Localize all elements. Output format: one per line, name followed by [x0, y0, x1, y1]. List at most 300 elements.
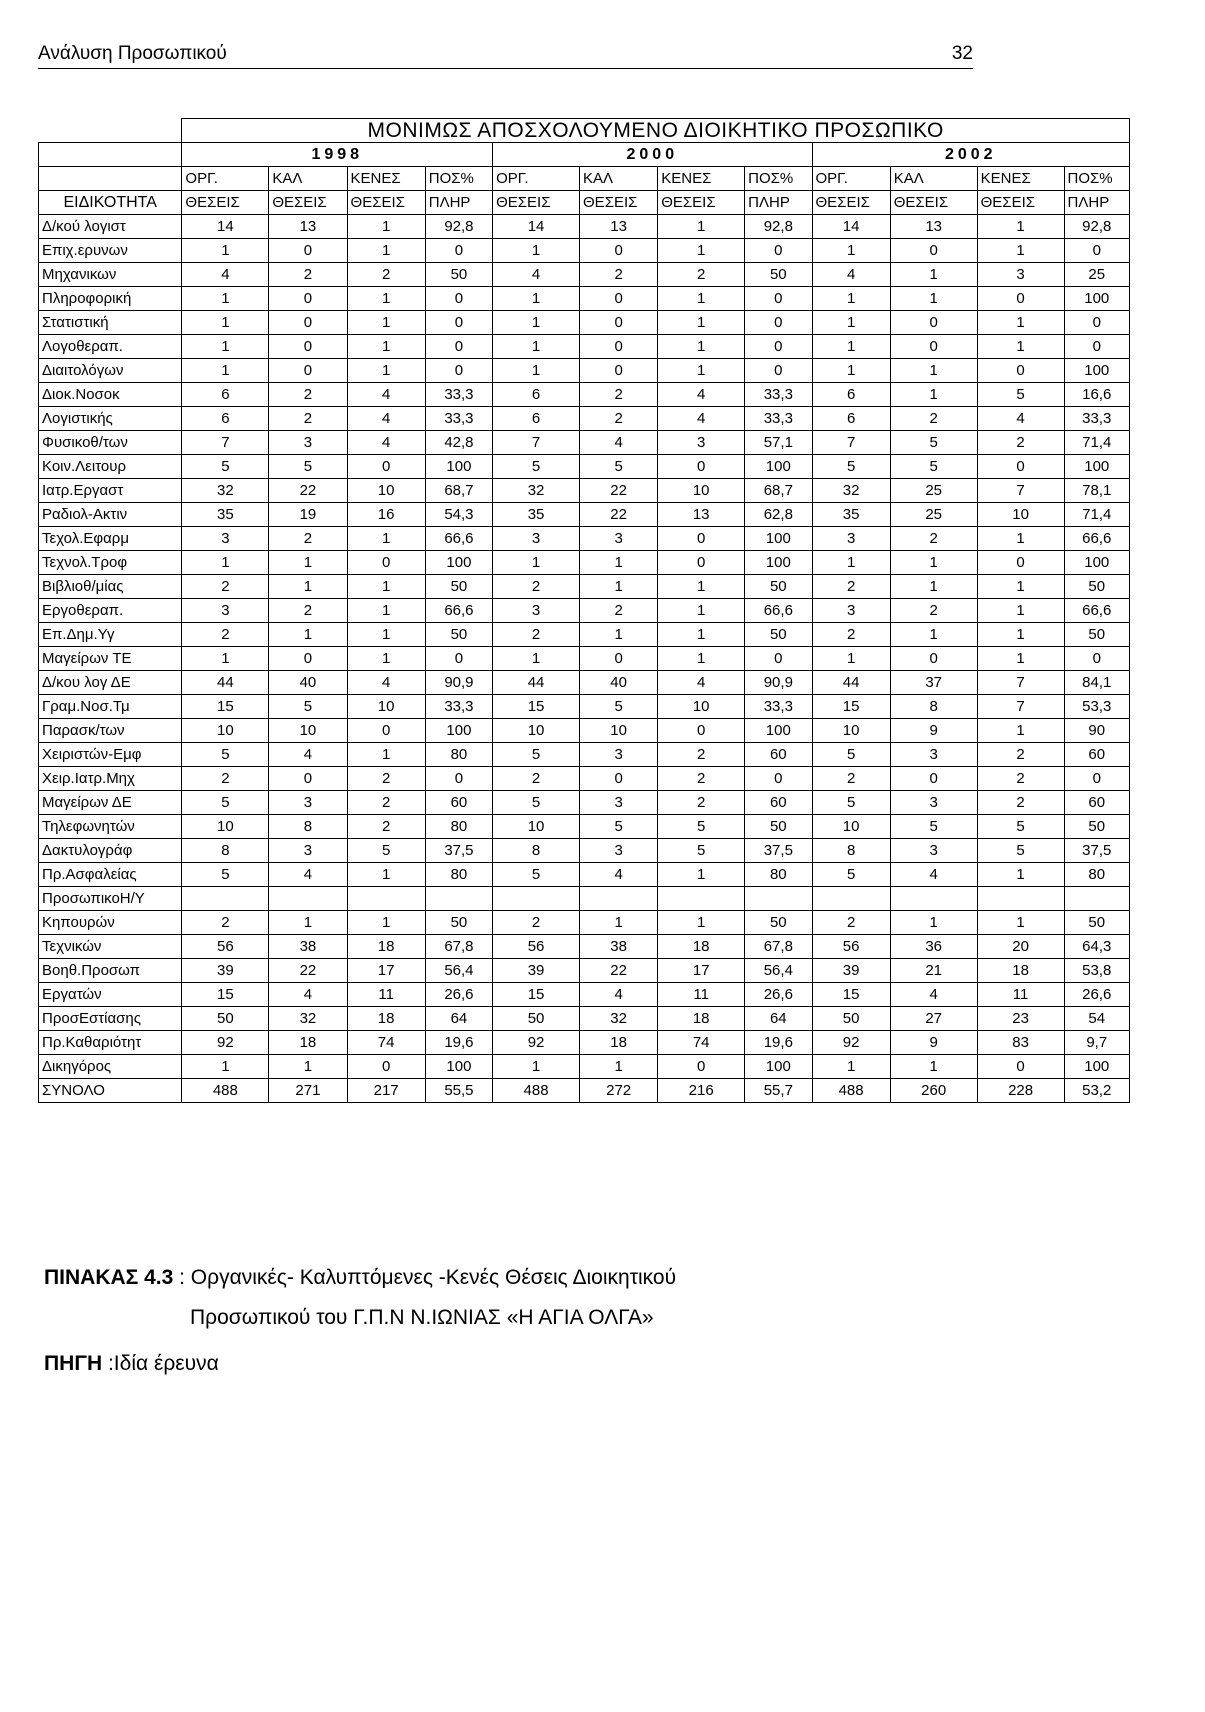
value-cell: 1: [977, 215, 1064, 239]
value-cell: 1: [493, 359, 580, 383]
value-cell: 42,8: [425, 431, 492, 455]
value-cell: 2: [890, 407, 977, 431]
value-cell: 0: [745, 311, 812, 335]
value-cell: 1: [977, 311, 1064, 335]
value-cell: 14: [812, 215, 890, 239]
value-cell: 3: [890, 839, 977, 863]
value-cell: 21: [890, 959, 977, 983]
value-cell: 38: [580, 935, 658, 959]
specialty-cell: ΠροσωπικοΗ/Υ: [39, 887, 182, 911]
value-cell: 33,3: [425, 407, 492, 431]
value-cell: 5: [812, 743, 890, 767]
table-row: [39, 1007, 1130, 1031]
value-cell: 2: [890, 527, 977, 551]
value-cell: 5: [347, 839, 425, 863]
value-cell: 6: [812, 383, 890, 407]
table-row: [39, 887, 1130, 911]
value-cell: 488: [182, 1079, 269, 1103]
value-cell: 37: [890, 671, 977, 695]
value-cell: 19: [269, 503, 347, 527]
value-cell: 26,6: [425, 983, 492, 1007]
value-cell: 16,6: [1064, 383, 1129, 407]
value-cell: 92,8: [1064, 215, 1129, 239]
value-cell: 33,3: [425, 383, 492, 407]
value-cell: 217: [347, 1079, 425, 1103]
value-cell: 0: [890, 239, 977, 263]
specialty-cell: Δακτυλογράφ: [39, 839, 182, 863]
value-cell: 1: [890, 359, 977, 383]
value-cell: 7: [977, 479, 1064, 503]
value-cell: 1: [812, 359, 890, 383]
value-cell: 2: [269, 527, 347, 551]
value-cell: 5: [977, 383, 1064, 407]
value-cell: 5: [977, 815, 1064, 839]
value-cell: 3: [269, 839, 347, 863]
value-cell: 4: [658, 383, 745, 407]
value-cell: 0: [977, 359, 1064, 383]
value-cell: 50: [425, 623, 492, 647]
value-cell: 0: [745, 359, 812, 383]
value-cell: 1: [977, 599, 1064, 623]
value-cell: 2: [977, 767, 1064, 791]
column-header-top: ΠΟΣ%: [745, 167, 812, 191]
value-cell: 33,3: [745, 407, 812, 431]
value-cell: 20: [977, 935, 1064, 959]
value-cell: 50: [182, 1007, 269, 1031]
value-cell: 1: [347, 623, 425, 647]
table-row: [39, 311, 1130, 335]
value-cell: 0: [658, 527, 745, 551]
value-cell: 4: [347, 671, 425, 695]
table-row: [39, 671, 1130, 695]
table-row: [39, 263, 1130, 287]
table-row: [39, 551, 1130, 575]
value-cell: 5: [812, 455, 890, 479]
value-cell: 3: [493, 599, 580, 623]
value-cell: 0: [890, 311, 977, 335]
value-cell: 1: [493, 647, 580, 671]
value-cell: 0: [425, 647, 492, 671]
value-cell: 33,3: [745, 695, 812, 719]
value-cell: 2: [493, 767, 580, 791]
value-cell: 15: [493, 695, 580, 719]
value-cell: 272: [580, 1079, 658, 1103]
value-cell: 10: [580, 719, 658, 743]
column-header-bottom: ΘΕΣΕΙΣ: [890, 191, 977, 215]
value-cell: 53,3: [1064, 695, 1129, 719]
value-cell: 4: [580, 431, 658, 455]
table-row: [39, 815, 1130, 839]
value-cell: 1: [812, 335, 890, 359]
specialty-cell: Πρ.Καθαριότητ: [39, 1031, 182, 1055]
value-cell: 54: [1064, 1007, 1129, 1031]
value-cell: 0: [347, 1055, 425, 1079]
value-cell: 1: [890, 575, 977, 599]
column-header-top: ΚΕΝΕΣ: [347, 167, 425, 191]
value-cell: 15: [812, 695, 890, 719]
year-header: 2000: [493, 143, 812, 167]
value-cell: [493, 887, 580, 911]
specialty-cell: Δικηγόρος: [39, 1055, 182, 1079]
value-cell: 5: [269, 455, 347, 479]
table-row: [39, 479, 1130, 503]
specialty-cell: Χειρ.Ιατρ.Μηχ: [39, 767, 182, 791]
value-cell: 60: [745, 743, 812, 767]
value-cell: 8: [493, 839, 580, 863]
value-cell: 2: [493, 575, 580, 599]
value-cell: 10: [182, 719, 269, 743]
value-cell: 100: [425, 455, 492, 479]
value-cell: 1: [658, 599, 745, 623]
value-cell: 5: [182, 791, 269, 815]
value-cell: 9,7: [1064, 1031, 1129, 1055]
specialty-cell: Διοκ.Νοσοκ: [39, 383, 182, 407]
value-cell: 80: [425, 815, 492, 839]
value-cell: 2: [347, 791, 425, 815]
value-cell: [812, 887, 890, 911]
column-header-bottom: ΠΛΗΡ: [1064, 191, 1129, 215]
value-cell: 33,3: [745, 383, 812, 407]
value-cell: 0: [1064, 311, 1129, 335]
value-cell: 18: [580, 1031, 658, 1055]
value-cell: 67,8: [745, 935, 812, 959]
value-cell: 50: [1064, 575, 1129, 599]
value-cell: 1: [812, 1055, 890, 1079]
value-cell: 2: [890, 599, 977, 623]
value-cell: 3: [182, 599, 269, 623]
value-cell: 67,8: [425, 935, 492, 959]
value-cell: 3: [269, 431, 347, 455]
source-label: ΠΗΓΗ: [44, 1352, 103, 1375]
column-header-top: ΟΡΓ.: [812, 167, 890, 191]
value-cell: 100: [1064, 287, 1129, 311]
value-cell: 5: [580, 455, 658, 479]
value-cell: 8: [890, 695, 977, 719]
value-cell: 2: [977, 743, 1064, 767]
value-cell: 39: [493, 959, 580, 983]
specialty-cell: Κηπουρών: [39, 911, 182, 935]
value-cell: 2: [580, 599, 658, 623]
column-header-bottom: ΘΕΣΕΙΣ: [812, 191, 890, 215]
value-cell: 37,5: [425, 839, 492, 863]
value-cell: 1: [182, 239, 269, 263]
value-cell: 1: [580, 911, 658, 935]
value-cell: 1: [977, 647, 1064, 671]
value-cell: 62,8: [745, 503, 812, 527]
value-cell: 1: [347, 287, 425, 311]
specialty-cell: Επ.Δημ.Υγ: [39, 623, 182, 647]
value-cell: [658, 887, 745, 911]
value-cell: 0: [425, 767, 492, 791]
value-cell: 50: [745, 911, 812, 935]
value-cell: 2: [347, 767, 425, 791]
value-cell: 66,6: [745, 599, 812, 623]
value-cell: 37,5: [1064, 839, 1129, 863]
value-cell: 9: [890, 719, 977, 743]
value-cell: 271: [269, 1079, 347, 1103]
value-cell: 90: [1064, 719, 1129, 743]
value-cell: 25: [1064, 263, 1129, 287]
value-cell: 0: [890, 335, 977, 359]
value-cell: 0: [425, 287, 492, 311]
value-cell: 1: [182, 1055, 269, 1079]
value-cell: 1: [493, 1055, 580, 1079]
value-cell: 10: [182, 815, 269, 839]
column-header-row-bottom: [39, 191, 1130, 215]
value-cell: 0: [269, 335, 347, 359]
value-cell: 92: [493, 1031, 580, 1055]
value-cell: 2: [658, 791, 745, 815]
value-cell: 35: [182, 503, 269, 527]
table-row: [39, 839, 1130, 863]
table-row: [39, 359, 1130, 383]
value-cell: 10: [493, 719, 580, 743]
value-cell: 44: [493, 671, 580, 695]
value-cell: 66,6: [425, 599, 492, 623]
value-cell: 92,8: [425, 215, 492, 239]
value-cell: 18: [658, 1007, 745, 1031]
header-corner-cell: [39, 167, 182, 191]
value-cell: 5: [890, 455, 977, 479]
value-cell: 1: [890, 383, 977, 407]
value-cell: 60: [745, 791, 812, 815]
specialty-cell: Πρ.Ασφαλείας: [39, 863, 182, 887]
value-cell: 3: [977, 263, 1064, 287]
value-cell: 0: [269, 359, 347, 383]
value-cell: 488: [493, 1079, 580, 1103]
value-cell: 92: [182, 1031, 269, 1055]
specialty-cell: ΠροσΕστίασης: [39, 1007, 182, 1031]
value-cell: 2: [269, 599, 347, 623]
value-cell: 4: [347, 383, 425, 407]
value-cell: 5: [493, 791, 580, 815]
specialty-cell: Βιβλιοθ/μίας: [39, 575, 182, 599]
value-cell: 39: [812, 959, 890, 983]
value-cell: 90,9: [745, 671, 812, 695]
value-cell: 0: [269, 311, 347, 335]
value-cell: 11: [658, 983, 745, 1007]
value-cell: 100: [425, 719, 492, 743]
value-cell: 2: [812, 911, 890, 935]
specialty-cell: Βοηθ.Προσωπ: [39, 959, 182, 983]
value-cell: 13: [890, 215, 977, 239]
table-row: [39, 647, 1130, 671]
specialty-cell: Διαιτολόγων: [39, 359, 182, 383]
value-cell: 7: [182, 431, 269, 455]
column-header-top: ΚΑΛ: [890, 167, 977, 191]
value-cell: 1: [658, 239, 745, 263]
value-cell: 1: [347, 575, 425, 599]
value-cell: 0: [580, 767, 658, 791]
table-row: [39, 1055, 1130, 1079]
value-cell: 0: [580, 359, 658, 383]
specialty-cell: Δ/κού λογιστ: [39, 215, 182, 239]
value-cell: 50: [1064, 911, 1129, 935]
value-cell: 1: [493, 551, 580, 575]
value-cell: 0: [580, 647, 658, 671]
value-cell: 14: [182, 215, 269, 239]
value-cell: 15: [493, 983, 580, 1007]
value-cell: 1: [182, 359, 269, 383]
value-cell: 1: [269, 551, 347, 575]
value-cell: 1: [347, 215, 425, 239]
value-cell: 100: [1064, 455, 1129, 479]
column-header-top: ΠΟΣ%: [425, 167, 492, 191]
total-row: [39, 1079, 1130, 1103]
value-cell: 2: [658, 743, 745, 767]
value-cell: 56,4: [745, 959, 812, 983]
table-caption: [44, 1266, 676, 1290]
value-cell: 55,7: [745, 1079, 812, 1103]
value-cell: 0: [269, 287, 347, 311]
value-cell: 84,1: [1064, 671, 1129, 695]
value-cell: 60: [1064, 791, 1129, 815]
table-row: [39, 575, 1130, 599]
value-cell: 50: [425, 911, 492, 935]
value-cell: 2: [580, 383, 658, 407]
value-cell: [1064, 887, 1129, 911]
value-cell: 66,6: [1064, 599, 1129, 623]
value-cell: 0: [890, 647, 977, 671]
value-cell: 1: [658, 863, 745, 887]
value-cell: 1: [977, 575, 1064, 599]
value-cell: 3: [182, 527, 269, 551]
value-cell: 1: [977, 911, 1064, 935]
value-cell: 4: [347, 407, 425, 431]
value-cell: 1: [890, 287, 977, 311]
year-header: 1998: [182, 143, 493, 167]
value-cell: 25: [890, 479, 977, 503]
value-cell: 100: [1064, 1055, 1129, 1079]
specialty-cell: Φυσικοθ/των: [39, 431, 182, 455]
value-cell: 15: [182, 695, 269, 719]
caption-text: : Οργανικές- Καλυπτόμενες -Κενές Θέσεις Διοικητικού: [173, 1266, 677, 1289]
table-row: [39, 599, 1130, 623]
value-cell: 8: [269, 815, 347, 839]
value-cell: 1: [812, 311, 890, 335]
value-cell: 3: [580, 791, 658, 815]
value-cell: 1: [890, 1055, 977, 1079]
value-cell: 1: [977, 719, 1064, 743]
value-cell: 1: [977, 623, 1064, 647]
value-cell: 33,3: [425, 695, 492, 719]
value-cell: 0: [347, 551, 425, 575]
value-cell: 22: [580, 479, 658, 503]
caption-line-2: Προσωπικού του Γ.Π.Ν Ν.ΙΩΝΙΑΣ «Η ΑΓΙΑ ΟΛΓΑ»: [190, 1306, 654, 1329]
table-source: [44, 1352, 219, 1376]
value-cell: 2: [812, 575, 890, 599]
value-cell: 3: [890, 791, 977, 815]
value-cell: 5: [269, 695, 347, 719]
value-cell: 54,3: [425, 503, 492, 527]
value-cell: 4: [890, 863, 977, 887]
column-header-bottom: ΘΕΣΕΙΣ: [580, 191, 658, 215]
specialty-cell: ΣΥΝΟΛΟ: [39, 1079, 182, 1103]
value-cell: 19,6: [745, 1031, 812, 1055]
value-cell: 22: [580, 959, 658, 983]
table-row: [39, 983, 1130, 1007]
specialty-cell: Χειριστών-Εμφ: [39, 743, 182, 767]
value-cell: 5: [493, 863, 580, 887]
value-cell: 4: [580, 863, 658, 887]
value-cell: 27: [890, 1007, 977, 1031]
value-cell: 0: [745, 335, 812, 359]
value-cell: 64: [745, 1007, 812, 1031]
value-cell: 44: [812, 671, 890, 695]
value-cell: 2: [182, 911, 269, 935]
value-cell: 100: [745, 1055, 812, 1079]
table-row: [39, 335, 1130, 359]
year-header: 2002: [812, 143, 1130, 167]
value-cell: 83: [977, 1031, 1064, 1055]
value-cell: 16: [347, 503, 425, 527]
value-cell: 6: [493, 407, 580, 431]
value-cell: 10: [493, 815, 580, 839]
value-cell: 0: [347, 719, 425, 743]
value-cell: 2: [347, 263, 425, 287]
value-cell: 22: [580, 503, 658, 527]
value-cell: 50: [1064, 815, 1129, 839]
value-cell: 50: [493, 1007, 580, 1031]
value-cell: 56: [812, 935, 890, 959]
value-cell: 0: [977, 1055, 1064, 1079]
specialty-cell: Πληροφορική: [39, 287, 182, 311]
value-cell: 5: [890, 815, 977, 839]
value-cell: 32: [493, 479, 580, 503]
value-cell: 50: [745, 623, 812, 647]
value-cell: 68,7: [425, 479, 492, 503]
value-cell: 100: [745, 551, 812, 575]
value-cell: 5: [182, 743, 269, 767]
value-cell: 1: [269, 911, 347, 935]
table-row: [39, 287, 1130, 311]
value-cell: 13: [580, 215, 658, 239]
value-cell: 0: [977, 287, 1064, 311]
table-row: [39, 623, 1130, 647]
value-cell: 260: [890, 1079, 977, 1103]
value-cell: 39: [182, 959, 269, 983]
specialty-cell: Δ/κου λογ ΔΕ: [39, 671, 182, 695]
value-cell: 0: [658, 1055, 745, 1079]
specialty-cell: Εργοθεραπ.: [39, 599, 182, 623]
value-cell: 0: [658, 551, 745, 575]
value-cell: 0: [745, 767, 812, 791]
table-row: [39, 719, 1130, 743]
value-cell: 80: [425, 743, 492, 767]
value-cell: 0: [745, 239, 812, 263]
value-cell: 10: [977, 503, 1064, 527]
specialty-header: ΕΙΔΙΚΟΤΗΤΑ: [39, 191, 182, 215]
column-header-top: ΟΡΓ.: [182, 167, 269, 191]
specialty-cell: Ραδιολ-Ακτιν: [39, 503, 182, 527]
value-cell: 1: [493, 287, 580, 311]
value-cell: 1: [890, 263, 977, 287]
value-cell: 2: [580, 263, 658, 287]
value-cell: 2: [812, 623, 890, 647]
value-cell: 17: [347, 959, 425, 983]
value-cell: 1: [182, 311, 269, 335]
column-header-top: ΚΕΝΕΣ: [658, 167, 745, 191]
page-header: [38, 40, 973, 69]
value-cell: 4: [812, 263, 890, 287]
value-cell: [269, 887, 347, 911]
value-cell: 0: [1064, 335, 1129, 359]
value-cell: 1: [347, 863, 425, 887]
value-cell: 1: [977, 863, 1064, 887]
value-cell: 1: [812, 647, 890, 671]
value-cell: 100: [745, 719, 812, 743]
value-cell: 1: [269, 623, 347, 647]
